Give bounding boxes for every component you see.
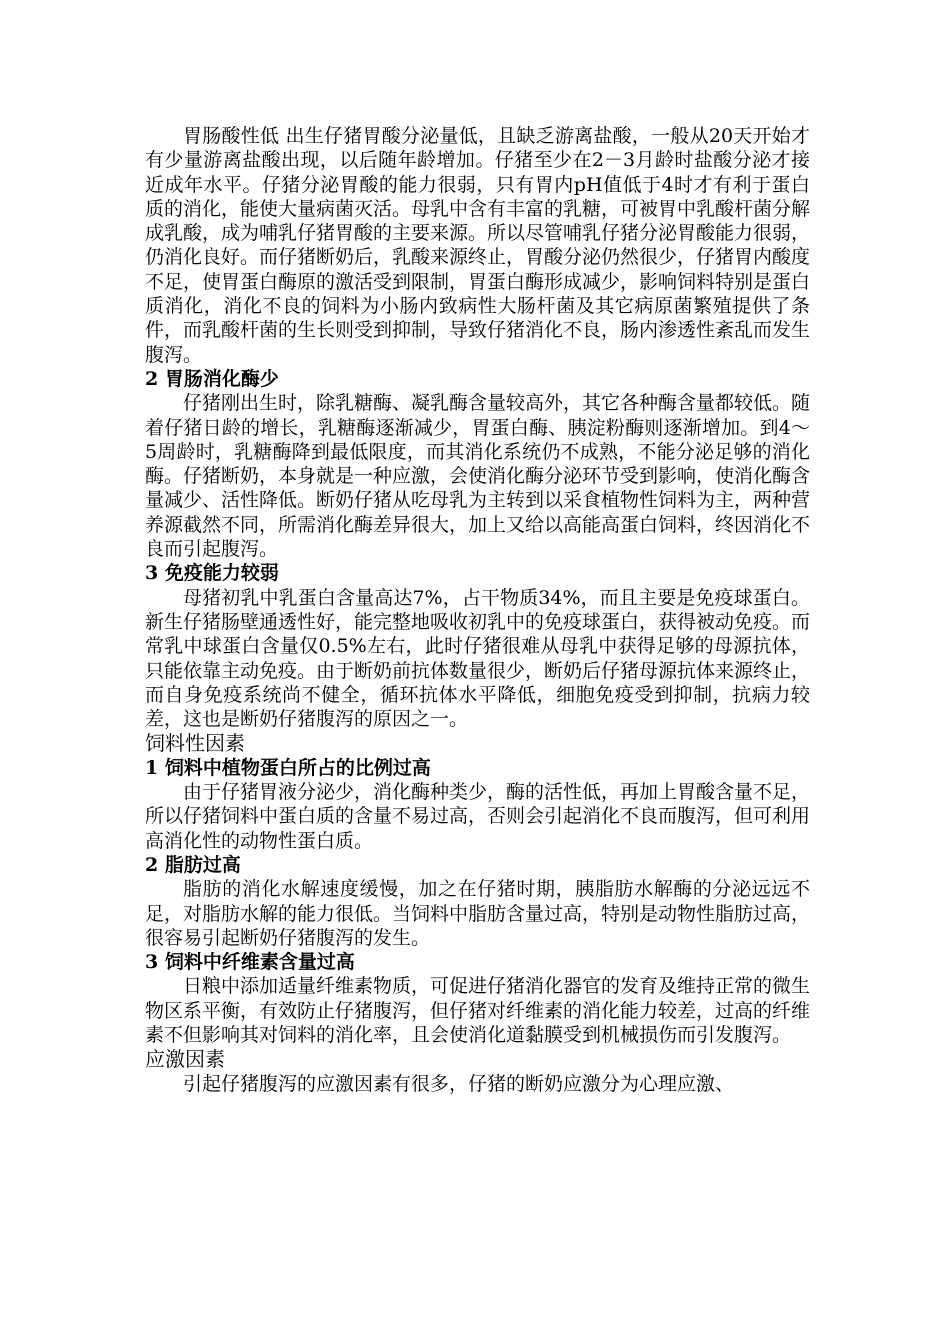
subheading-plant-protein: 1 饲料中植物蛋白所占的比例过高: [145, 756, 431, 779]
section-title-stress-factors: 应激因素: [145, 1047, 225, 1072]
paragraph-gastric-acid: 胃肠酸性低 出生仔猪胃酸分泌量低，且缺乏游离盐酸，一般从20天开始才有少量游离盐酸出现，以后随年龄增加。仔猪至少在2－3月龄时盐酸分泌才接近成年水平。仔猪分泌胃酸的能力很弱，只有胃内pH值低于4时才有利于蛋白质的消化，能使大量病菌灭活。母乳中含有丰富的乳糖，可被胃中乳酸杆菌分解成乳酸，成为哺乳仔猪胃酸的主要来源。所以尽管哺乳仔猪分泌胃酸能力很弱，仍消化良好。而仔猪断奶后，乳酸来源终止，胃酸分泌仍然很少，仔猪胃内酸度不足，使胃蛋白酶原的激活受到限制，胃蛋白酶形成减少，影响饲料特别是蛋白质消化，消化不良的饲料为小肠内致病性大肠杆菌及其它病原菌繁殖提供了条件，而乳酸杆菌的生长则受到抑制，导致仔猪消化不良，肠内渗透性紊乱而发生腹泻。: [145, 125, 811, 366]
paragraph-digestive-enzymes: 仔猪刚出生时，除乳糖酶、凝乳酶含量较高外，其它各种酶含量都较低。随着仔猪日龄的增长，乳糖酶逐渐减少，胃蛋白酶、胰淀粉酶则逐渐增加。到4～5周龄时，乳糖酶降到最低限度，而其消化系统仍不成熟，不能分泌足够的消化酶。仔猪断奶，本身就是一种应激，会使消化酶分泌环节受到影响，使消化酶含量减少、活性降低。断奶仔猪从吃母乳为主转到以采食植物性饲料为主，两种营养源截然不同，所需消化酶差异很大，加上又给以高能高蛋白饲料，终因消化不良而引起腹泻。: [145, 392, 811, 561]
paragraph-fiber: 日粮中添加适量纤维素物质，可促进仔猪消化器官的发育及维持正常的微生物区系平衡，有效防止仔猪腹泻，但仔猪对纤维素的消化能力较差，过高的纤维素不但影响其对饲料的消化率，且会使消化道黏膜受到机械损伤而引发腹泻。: [145, 975, 811, 1046]
document-body: [145, 124, 810, 1096]
subheading-immunity: 3 免疫能力较弱: [145, 562, 279, 585]
paragraph-stress: 引起仔猪腹泻的应激因素有很多，仔猪的断奶应激分为心理应激、: [183, 1072, 735, 1095]
paragraph-immunity: 母猪初乳中乳蛋白含量高达7%，占干物质34%，而且主要是免疫球蛋白。新生仔猪肠壁通透性好，能完整地吸收初乳中的免疫球蛋白，获得被动免疫。而常乳中球蛋白含量仅0.5%左右，此时仔猪很难从母乳中获得足够的母源抗体，只能依靠主动免疫。由于断奶前抗体数量很少，断奶后仔猪母源抗体来源终止，而自身免疫系统尚不健全，循环抗体水平降低，细胞免疫受到抑制，抗病力较差，这也是断奶仔猪腹泻的原因之一。: [145, 586, 811, 731]
paragraph-plant-protein: 由于仔猪胃液分泌少，消化酶种类少，酶的活性低，再加上胃酸含量不足，所以仔猪饲料中蛋白质的含量不易过高，否则会引起消化不良而腹泻，但可利用高消化性的动物性蛋白质。: [145, 781, 811, 852]
subheading-fat: 2 脂肪过高: [145, 853, 241, 876]
section-title-feed-factors: 饲料性因素: [145, 731, 245, 756]
paragraph-fat: 脂肪的消化水解速度缓慢，加之在仔猪时期，胰脂肪水解酶的分泌远远不足，对脂肪水解的能力很低。当饲料中脂肪含量过高，特别是动物性脂肪过高，很容易引起断奶仔猪腹泻的发生。: [145, 878, 811, 949]
subheading-digestive-enzymes: 2 胃肠消化酶少: [145, 367, 279, 390]
subheading-fiber: 3 饲料中纤维素含量过高: [145, 951, 355, 974]
